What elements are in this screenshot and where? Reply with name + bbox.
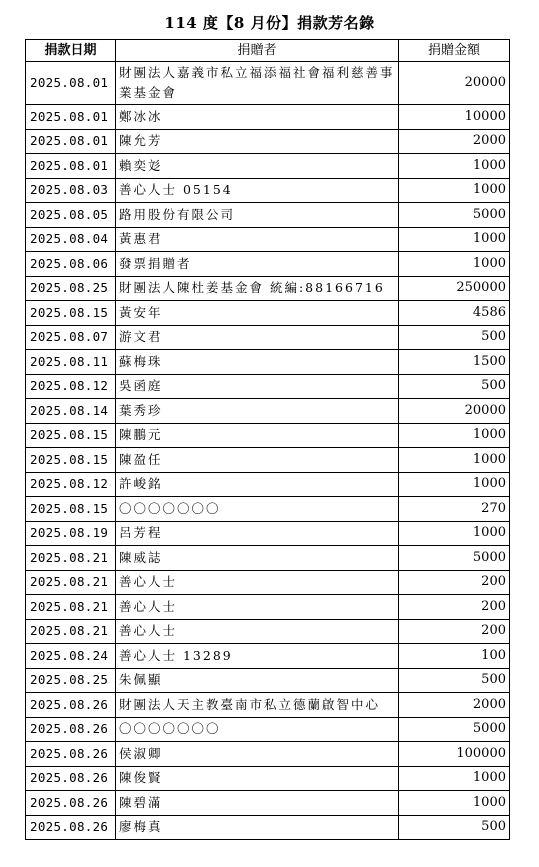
donation-amount: 5000 xyxy=(399,546,510,571)
table-row xyxy=(26,497,510,522)
donation-date: 2025.08.01 xyxy=(26,154,116,179)
donor-name: 侯淑卿 xyxy=(116,742,399,767)
table-row xyxy=(26,546,510,571)
donor-name: 財團法人天主教臺南市私立德蘭啟智中心 xyxy=(116,693,399,718)
table-row xyxy=(26,129,510,154)
donation-amount: 500 xyxy=(399,815,510,840)
donation-amount: 1000 xyxy=(399,521,510,546)
table-row xyxy=(26,301,510,326)
donation-amount: 200 xyxy=(399,570,510,595)
donation-amount: 2000 xyxy=(399,693,510,718)
table-row xyxy=(26,717,510,742)
table-row xyxy=(26,227,510,252)
donation-amount: 1000 xyxy=(399,178,510,203)
donation-amount: 500 xyxy=(399,668,510,693)
donor-name: 葉秀珍 xyxy=(116,399,399,424)
donor-name: 鄭冰冰 xyxy=(116,105,399,130)
donation-date: 2025.08.21 xyxy=(26,570,116,595)
donation-amount: 1000 xyxy=(399,252,510,277)
table-row xyxy=(26,570,510,595)
donation-date: 2025.08.25 xyxy=(26,668,116,693)
donor-name: 陳俊賢 xyxy=(116,766,399,791)
table-row xyxy=(26,693,510,718)
table-row xyxy=(26,472,510,497)
donor-name: 善心人士 05154 xyxy=(116,178,399,203)
donation-date: 2025.08.26 xyxy=(26,791,116,816)
donation-date: 2025.08.25 xyxy=(26,276,116,301)
donor-name: 路用股份有限公司 xyxy=(116,203,399,228)
donor-name: 黃惠君 xyxy=(116,227,399,252)
table-row xyxy=(26,815,510,840)
donor-name: 朱佩顯 xyxy=(116,668,399,693)
donation-date: 2025.08.05 xyxy=(26,203,116,228)
donation-date: 2025.08.26 xyxy=(26,815,116,840)
donation-amount: 100 xyxy=(399,644,510,669)
header-amount: 捐贈金額 xyxy=(399,40,510,62)
donation-date: 2025.08.07 xyxy=(26,325,116,350)
donation-amount: 1500 xyxy=(399,350,510,375)
donor-name: 黃安年 xyxy=(116,301,399,326)
donor-name: 許峻銘 xyxy=(116,472,399,497)
donation-date: 2025.08.14 xyxy=(26,399,116,424)
table-row xyxy=(26,325,510,350)
donor-name: 吳函庭 xyxy=(116,374,399,399)
table-row xyxy=(26,350,510,375)
donation-date: 2025.08.01 xyxy=(26,62,116,105)
table-row xyxy=(26,619,510,644)
table-row xyxy=(26,595,510,620)
donor-name: 陳威誌 xyxy=(116,546,399,571)
donation-date: 2025.08.12 xyxy=(26,374,116,399)
donation-date: 2025.08.26 xyxy=(26,766,116,791)
donation-date: 2025.08.24 xyxy=(26,644,116,669)
donation-amount: 1000 xyxy=(399,791,510,816)
donor-name: 陳允芳 xyxy=(116,129,399,154)
donation-amount: 1000 xyxy=(399,472,510,497)
donation-amount: 2000 xyxy=(399,129,510,154)
donation-amount: 200 xyxy=(399,595,510,620)
table-row xyxy=(26,668,510,693)
table-row xyxy=(26,791,510,816)
donor-name: 蘇梅珠 xyxy=(116,350,399,375)
donation-date: 2025.08.21 xyxy=(26,619,116,644)
donor-name: 善心人士 xyxy=(116,595,399,620)
donation-amount: 270 xyxy=(399,497,510,522)
donation-date: 2025.08.03 xyxy=(26,178,116,203)
donation-date: 2025.08.15 xyxy=(26,448,116,473)
donor-name: 游文君 xyxy=(116,325,399,350)
donation-amount: 1000 xyxy=(399,154,510,179)
table-row xyxy=(26,105,510,130)
table-row xyxy=(26,276,510,301)
table-row xyxy=(26,374,510,399)
table-row xyxy=(26,448,510,473)
donation-table xyxy=(25,39,510,840)
donation-date: 2025.08.06 xyxy=(26,252,116,277)
donation-amount: 20000 xyxy=(399,399,510,424)
donation-amount: 5000 xyxy=(399,203,510,228)
donation-amount: 1000 xyxy=(399,227,510,252)
donation-date: 2025.08.01 xyxy=(26,129,116,154)
table-row xyxy=(26,521,510,546)
donor-name: 陳盈任 xyxy=(116,448,399,473)
donation-date: 2025.08.15 xyxy=(26,497,116,522)
donor-name: 賴奕彣 xyxy=(116,154,399,179)
donor-name: 善心人士 xyxy=(116,570,399,595)
table-row xyxy=(26,178,510,203)
page-title: 114 度【8 月份】捐款芳名錄 xyxy=(164,14,375,32)
donor-name: 廖梅真 xyxy=(116,815,399,840)
donation-date: 2025.08.12 xyxy=(26,472,116,497)
donation-amount: 4586 xyxy=(399,301,510,326)
donation-date: 2025.08.15 xyxy=(26,301,116,326)
donor-name: 善心人士 xyxy=(116,619,399,644)
table-row xyxy=(26,766,510,791)
donor-name: 〇〇〇〇〇〇〇 xyxy=(116,497,399,522)
donation-amount: 500 xyxy=(399,374,510,399)
table-row xyxy=(26,644,510,669)
donation-amount: 5000 xyxy=(399,717,510,742)
donor-name: 善心人士 13289 xyxy=(116,644,399,669)
donation-date: 2025.08.15 xyxy=(26,423,116,448)
donor-name: 〇〇〇〇〇〇〇 xyxy=(116,717,399,742)
donation-date: 2025.08.01 xyxy=(26,105,116,130)
donor-name: 陳碧滿 xyxy=(116,791,399,816)
donation-amount: 1000 xyxy=(399,448,510,473)
donation-amount: 500 xyxy=(399,325,510,350)
donor-name: 呂芳程 xyxy=(116,521,399,546)
donation-date: 2025.08.19 xyxy=(26,521,116,546)
donation-amount: 100000 xyxy=(399,742,510,767)
donation-amount: 200 xyxy=(399,619,510,644)
header-donor: 捐贈者 xyxy=(116,40,399,62)
donation-amount: 250000 xyxy=(399,276,510,301)
header-date: 捐款日期 xyxy=(26,40,116,62)
donor-name: 財團法人陳杜姜基金會 統編:88166716 xyxy=(116,276,399,301)
table-row xyxy=(26,203,510,228)
donation-date: 2025.08.21 xyxy=(26,595,116,620)
donation-date: 2025.08.04 xyxy=(26,227,116,252)
donation-date: 2025.08.26 xyxy=(26,693,116,718)
table-header-row xyxy=(26,40,510,62)
table-row xyxy=(26,399,510,424)
donor-name: 發票捐贈者 xyxy=(116,252,399,277)
donation-amount: 10000 xyxy=(399,105,510,130)
table-row xyxy=(26,62,510,105)
table-row xyxy=(26,742,510,767)
donation-amount: 1000 xyxy=(399,423,510,448)
donation-date: 2025.08.26 xyxy=(26,717,116,742)
table-row xyxy=(26,423,510,448)
donor-name: 財團法人嘉義市私立福添福社會福利慈善事業基金會 xyxy=(116,62,399,105)
donation-amount: 1000 xyxy=(399,766,510,791)
table-row xyxy=(26,154,510,179)
donation-date: 2025.08.21 xyxy=(26,546,116,571)
table-row xyxy=(26,252,510,277)
donor-name: 陳鵬元 xyxy=(116,423,399,448)
donation-date: 2025.08.11 xyxy=(26,350,116,375)
donation-amount: 20000 xyxy=(399,62,510,105)
donation-date: 2025.08.26 xyxy=(26,742,116,767)
